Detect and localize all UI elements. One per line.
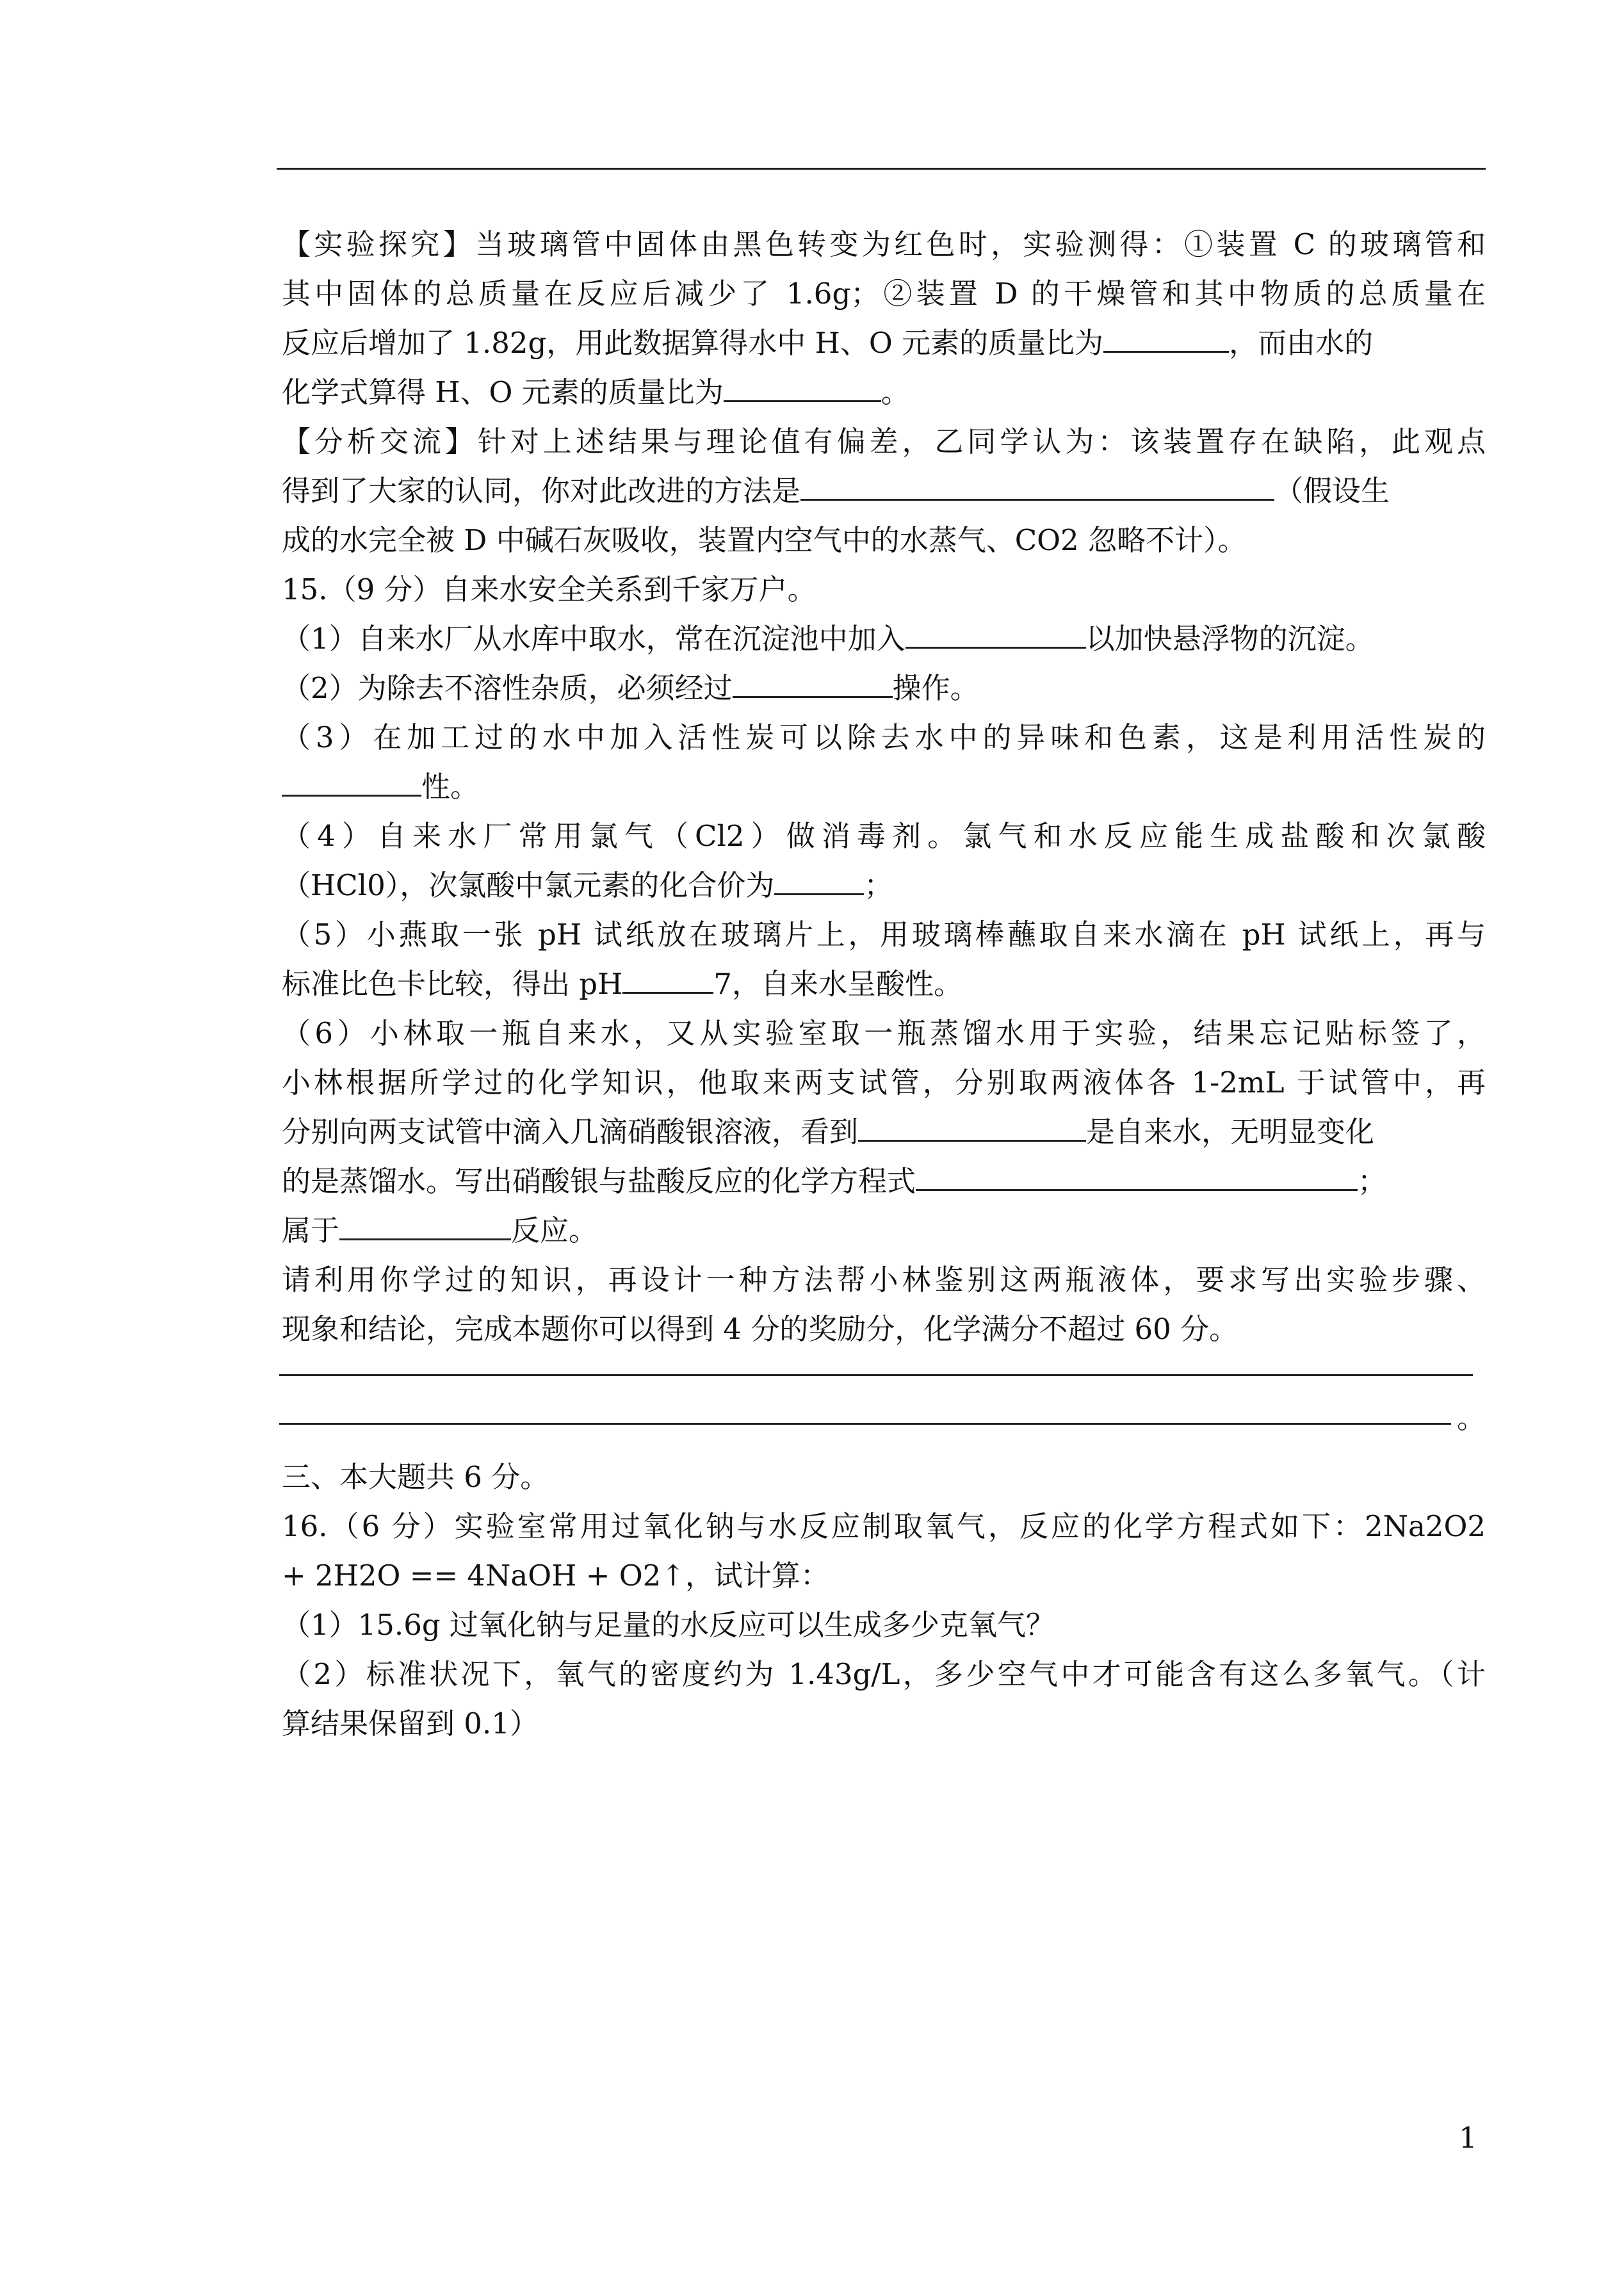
text-line: （2）标准状况下，氧气的密度约为 1.43g/L，多少空气中才可能含有这么多氧气。（计 <box>282 1657 1486 1691</box>
answer-blank[interactable] <box>724 372 881 402</box>
page-number: 1 <box>1459 2121 1477 2155</box>
answer-blank[interactable] <box>800 471 1274 501</box>
text-line: 化学式算得 H、O 元素的质量比为 。 <box>282 368 1486 417</box>
answer-blank[interactable] <box>905 619 1086 649</box>
text-line: （1）自来水厂从水库中取水，常在沉淀池中加入 以加快悬浮物的沉淀。 <box>282 614 1486 663</box>
text-line: （6）小林取一瓶自来水，又从实验室取一瓶蒸馏水用于实验，结果忘记贴标签了， <box>282 1016 1486 1050</box>
text-line: 现象和结论，完成本题你可以得到 4 分的奖励分，化学满分不超过 60 分。 <box>282 1312 1238 1346</box>
answer-line-space <box>282 1354 1486 1403</box>
text-line: 的是蒸馏水。写出硝酸银与盐酸反应的化学方程式 ； <box>282 1156 1486 1206</box>
text-line: （1）15.6g 过氧化钠与足量的水反应可以生成多少克氧气？ <box>282 1608 1055 1642</box>
text-line: 性。 <box>282 762 1486 811</box>
text-line: 得到了大家的认同，你对此改进的方法是 （假设生 <box>282 466 1486 515</box>
answer-end-mark: 。 <box>1457 1401 1486 1435</box>
answer-blank[interactable] <box>1103 323 1229 353</box>
answer-blank[interactable] <box>622 964 713 994</box>
answer-line-space <box>282 1403 1486 1452</box>
text-line: 反应后增加了 1.82g，用此数据算得水中 H、O 元素的质量比为 ，而由水的 <box>282 318 1486 368</box>
answer-blank[interactable] <box>774 865 864 895</box>
text-line: 其中固体的总质量在反应后减少了 1.6g；②装置 D 的干燥管和其中物质的总质量在 <box>282 277 1486 311</box>
answer-blank[interactable] <box>916 1161 1358 1191</box>
question-16-heading: 16.（6 分）实验室常用过氧化钠与水反应制取氧气，反应的化学方程式如下：2Na2O2 <box>282 1509 1486 1543</box>
section-3-heading: 三、本大题共 6 分。 <box>282 1460 549 1494</box>
text-line: （2）为除去不溶性杂质，必须经过 操作。 <box>282 663 1486 713</box>
answer-blank[interactable] <box>282 766 421 797</box>
text-line: 【分析交流】针对上述结果与理论值有偏差，乙同学认为：该装置存在缺陷，此观点 <box>282 425 1486 458</box>
answer-blank[interactable] <box>858 1112 1086 1142</box>
text-line: 分别向两支试管中滴入几滴硝酸银溶液，看到 是自来水，无明显变化 <box>282 1107 1486 1156</box>
header-rule <box>277 168 1486 170</box>
text-line: 小林根据所学过的化学知识，他取来两支试管，分别取两液体各 1-2mL 于试管中，再 <box>282 1066 1486 1099</box>
text-line: 标准比色卡比较，得出 pH 7，自来水呈酸性。 <box>282 959 1486 1009</box>
text-line: （4）自来水厂常用氯气（Cl2）做消毒剂。氯气和水反应能生成盐酸和次氯酸 <box>282 819 1486 853</box>
answer-line[interactable] <box>279 1374 1473 1376</box>
text-line: （3）在加工过的水中加入活性炭可以除去水中的异味和色素，这是利用活性炭的 <box>282 720 1486 754</box>
text-line: （HCl0），次氯酸中氯元素的化合价为 ； <box>282 861 1486 910</box>
text-line: 【实验探究】当玻璃管中固体由黑色转变为红色时，实验测得：①装置 C 的玻璃管和 <box>282 227 1486 261</box>
text-line: 属于 反应。 <box>282 1206 1486 1255</box>
text-line: 成的水完全被 D 中碱石灰吸收，装置内空气中的水蒸气、CO2 忽略不计）。 <box>282 523 1247 557</box>
document-body <box>282 220 1486 1748</box>
answer-blank[interactable] <box>339 1210 511 1240</box>
question-15-heading: 15.（9 分）自来水安全关系到千家万户。 <box>282 572 816 606</box>
answer-line[interactable] <box>279 1423 1451 1425</box>
text-line: + 2H2O == 4NaOH + O2↑，试计算： <box>282 1559 829 1593</box>
answer-blank[interactable] <box>733 668 893 698</box>
text-line: 请利用你学过的知识，再设计一种方法帮小林鉴别这两瓶液体，要求写出实验步骤、 <box>282 1263 1486 1297</box>
text-line: （5）小燕取一张 pH 试纸放在玻璃片上，用玻璃棒蘸取自来水滴在 pH 试纸上，再与 <box>282 918 1486 952</box>
text-line: 算结果保留到 0.1） <box>282 1707 539 1740</box>
